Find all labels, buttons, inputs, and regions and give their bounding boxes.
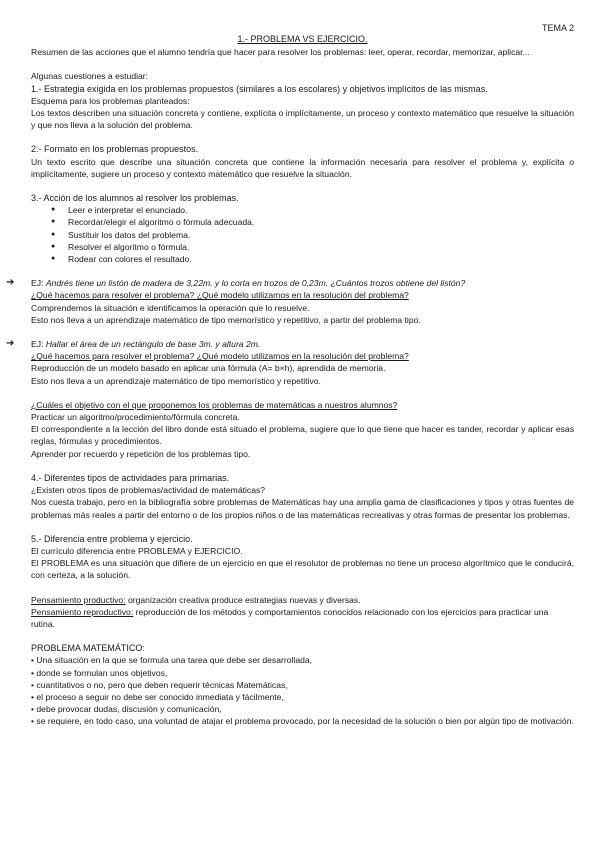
problema-matematico-heading: PROBLEMA MATEMÁTICO: [31, 643, 145, 654]
pensamiento-productivo-text: organización creativa produce estrategias nuevas y diversas. [125, 594, 361, 605]
problema-matematico-item: • el proceso a seguir no debe ser conocido inmediata y fácilmente, [31, 691, 284, 702]
arrow-icon: ➔ [6, 338, 15, 350]
objetivo-line-2: El correspondiente a la lección del libro donde está situado el problema, sugiere que lo que tiene que hacer es tander, recordar y aplicar esas reglas, fórmulas y procedimientos. [31, 424, 574, 447]
example-2-statement: Hallar el área de un rectángulo de base 3m. y altura 2m. [45, 339, 261, 350]
section-2-heading: 2.- Formato en los problemas propuestos. [31, 144, 199, 155]
example-2-prefix: EJ: [31, 339, 46, 350]
page-title: 1.- PROBLEMA VS EJERCICIO. [237, 34, 368, 44]
section-4-text: Nos cuesta trabajo, pero en la bibliografía sobre problemas de Matemáticas hay una amplia gama de clasificaciones y tipos y otras fuentes de problemas más reales a partir del entorno o de los propios niños o de las matemáticas recreativas y otras formas de presentar los problemas. [31, 497, 574, 520]
section-1-subheading: Esquema para los problemas planteados: [31, 95, 190, 106]
pensamiento-reproductivo-label: Pensamiento reproductivo: [31, 606, 134, 617]
problema-matematico-item: • cuantitativos o no, pero que deben requerir técnicas Matemáticas, [31, 679, 288, 690]
section-5-heading: 5.- Diferencia entre problema y ejercicio. [31, 533, 193, 544]
cuestiones-label: Algunas cuestiones a estudiar: [31, 71, 149, 82]
section-1-heading: 1.- Estrategia exigida en los problemas propuestos (similares a los escolares) y objetivos implícitos de las mismas. [31, 83, 488, 94]
list-item: ● Recordar/elegir el algoritmo o fórmula adecuada. [51, 216, 574, 228]
section-4-question: ¿Existen otros tipos de problemas/actividad de matemáticas? [31, 485, 266, 496]
arrow-icon: ➔ [6, 277, 15, 289]
objetivo-line-1: Practicar un algoritmo/procedimiento/fórmula concreta. [31, 412, 240, 423]
example-1-statement: Andrés tiene un listón de madera de 3,22m. y lo corta en trozos de 0,23m. ¿Cuántos trozos obtiene del listón? [45, 278, 466, 289]
section-4-heading: 4.- Diferentes tipos de actividades para primarias. [31, 472, 230, 483]
list-item: ● Resolver el algoritmo o fórmula. [51, 241, 574, 253]
example-1-prefix: EJ: [31, 278, 46, 289]
list-item: ● Sustituir los datos del problema. [51, 229, 574, 241]
intro-text: Resumen de las acciones que el alumno tendría que hacer para resolver los problemas: leer, operar, recordar, memorizar, aplicar... [31, 47, 530, 58]
pensamiento-productivo [31, 594, 574, 606]
list-item: ● Leer e interpretar el enunciado. [51, 204, 574, 216]
section-3-list [31, 204, 574, 265]
example-2-answer-1: Reproducción de un modelo basado en aplicar una fórmula (A= b×h), aprendida de memoria. [31, 363, 386, 374]
tema-label: TEMA 2 [541, 23, 574, 33]
list-item: ● Rodear con colores el resultado. [51, 253, 574, 265]
example-2 [6, 338, 574, 387]
section-1-text: Los textos describen una situación concreta y contiene, explícita o implícitamente, un proceso y contexto matemático que resuelve la situación y que nos lleva a la solución del problema. [31, 108, 574, 131]
example-1 [6, 277, 574, 326]
pensamiento-reproductivo-text: reproducción de los métodos y comportamientos conocidos relacionado con los ejercicios para practicar una rutina. [31, 606, 549, 629]
section-5-line-1: El currículo diferencia entre PROBLEMA y EJERCICIO. [31, 545, 243, 556]
example-1-question: ¿Qué hacemos para resolver el problema? ¿Qué modelo utilizamos en la resolución del problema? [31, 290, 409, 301]
example-1-answer-2: Esto nos lleva a un aprendizaje matemático de tipo memorístico y repetitivo, a partir del problema tipo. [31, 314, 421, 325]
problema-matematico-item: • donde se formulan unos objetivos, [31, 667, 168, 678]
problema-matematico-item: • debe provocar dudas, discusión y comunicación, [31, 704, 222, 715]
problema-matematico-item: • se requiere, en todo caso, una voluntad de atajar el problema provocado, por la necesidad de la solución o bien por algún tipo de motivación. [31, 716, 574, 727]
pensamiento-productivo-label: Pensamiento productivo: [31, 594, 126, 605]
section-3-heading: 3.- Acción de los alumnos al resolver los problemas. [31, 193, 239, 204]
objetivo-question: ¿Cuáles el objetivo con el que proponemos los problemas de matemáticas a nuestros alumnos? [31, 399, 398, 410]
objetivo-line-3: Aprender por recuerdo y repetición de los problemas tipo. [31, 448, 251, 459]
example-1-answer-1: Comprendemos la situación e identificamos la operación que lo resuelve. [31, 302, 310, 313]
problema-matematico-item: • Una situación en la que se formula una tarea que debe ser desarrollada, [31, 655, 313, 666]
section-5-line-2: El PROBLEMA es una situación que difiere de un ejercicio en que el resolutor de problemas no tiene un proceso algorítmico que le conducirá, con certeza, a la solución. [31, 558, 574, 581]
section-2-text: Un texto escrito que describe una situación concreta que contiene la información necesaria para resolver el problema y, explícita o implícitamente, sugiere un proceso y contexto matemático que resuelve la situación. [31, 156, 574, 179]
pensamiento-reproductivo [31, 606, 574, 630]
example-2-question: ¿Qué hacemos para resolver el problema? ¿Qué modelo utilizamos en la resolución del problema? [31, 351, 409, 362]
example-2-answer-2: Esto nos lleva a un aprendizaje matemático de tipo memorístico y repetitivo. [31, 375, 321, 386]
